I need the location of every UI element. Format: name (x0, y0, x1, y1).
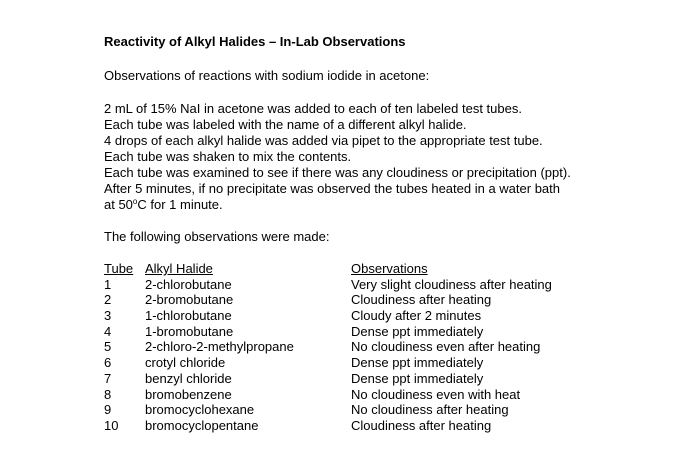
halide-cell: 1-bromobutane (145, 323, 234, 339)
observation-cell: Dense ppt immediately (351, 355, 484, 371)
document-title: Reactivity of Alkyl Halides – In-Lab Observations (104, 34, 406, 49)
table-row (104, 277, 684, 293)
header-observation: Observations (351, 261, 428, 276)
observation-cell: Dense ppt immediately (351, 370, 484, 386)
procedure-line: After 5 minutes, if no precipitate was observed the tubes heated in a water bath (104, 181, 560, 196)
tube-cell: 4 (104, 323, 112, 339)
procedure-line: Each tube was shaken to mix the contents. (104, 149, 352, 164)
observation-cell: Cloudiness after heating (351, 417, 492, 433)
table-row (104, 355, 684, 371)
tube-cell: 9 (104, 402, 112, 418)
observations-table (104, 261, 684, 434)
observation-cell: No cloudiness even after heating (351, 339, 541, 355)
procedure-line: Each tube was labeled with the name of a different alkyl halide. (104, 117, 467, 132)
procedure-line: 4 drops of each alkyl halide was added via pipet to the appropriate test tube. (104, 133, 543, 148)
degree-superscript: o (132, 197, 138, 206)
table-row (104, 371, 684, 387)
observation-cell: Cloudiness after heating (351, 292, 492, 308)
halide-cell: 2-chlorobutane (145, 276, 232, 292)
table-header-row (104, 261, 684, 277)
table-row (104, 308, 684, 324)
tube-cell: 10 (104, 417, 119, 433)
table-row (104, 402, 684, 418)
intro-text: Observations of reactions with sodium iodide in acetone: (104, 68, 430, 83)
observation-cell: No cloudiness even with heat (351, 386, 521, 402)
procedure-line-last (104, 197, 684, 213)
halide-cell: crotyl chloride (145, 355, 226, 371)
tube-cell: 6 (104, 355, 112, 371)
observations-intro: The following observations were made: (104, 229, 330, 244)
halide-cell: 2-chloro-2-methylpropane (145, 339, 294, 355)
observation-cell: Dense ppt immediately (351, 323, 484, 339)
tube-cell: 5 (104, 339, 112, 355)
temp-suffix: C for 1 minute. (137, 197, 223, 212)
tube-cell: 1 (104, 276, 112, 292)
halide-cell: bromocyclohexane (145, 402, 255, 418)
observation-cell: Very slight cloudiness after heating (351, 276, 552, 292)
tube-cell: 3 (104, 308, 112, 324)
table-row (104, 387, 684, 403)
table-row (104, 292, 684, 308)
header-halide: Alkyl Halide (145, 261, 213, 276)
tube-cell: 2 (104, 292, 112, 308)
halide-cell: bromocyclopentane (145, 417, 259, 433)
procedure-line: Each tube was examined to see if there was any cloudiness or precipitation (ppt). (104, 165, 571, 180)
header-tube: Tube (104, 261, 134, 276)
temp-prefix: at 50 (104, 197, 133, 212)
table-row (104, 418, 684, 434)
tube-cell: 7 (104, 370, 112, 386)
tube-cell: 8 (104, 386, 112, 402)
procedure-line: 2 mL of 15% NaI in acetone was added to each of ten labeled test tubes. (104, 101, 522, 116)
halide-cell: benzyl chloride (145, 370, 232, 386)
table-row (104, 324, 684, 340)
table-row (104, 339, 684, 355)
halide-cell: bromobenzene (145, 386, 232, 402)
halide-cell: 1-chlorobutane (145, 308, 232, 324)
observation-cell: No cloudiness after heating (351, 402, 509, 418)
document-page (104, 34, 684, 434)
procedure-paragraph (104, 101, 684, 213)
halide-cell: 2-bromobutane (145, 292, 234, 308)
observation-cell: Cloudy after 2 minutes (351, 308, 482, 324)
